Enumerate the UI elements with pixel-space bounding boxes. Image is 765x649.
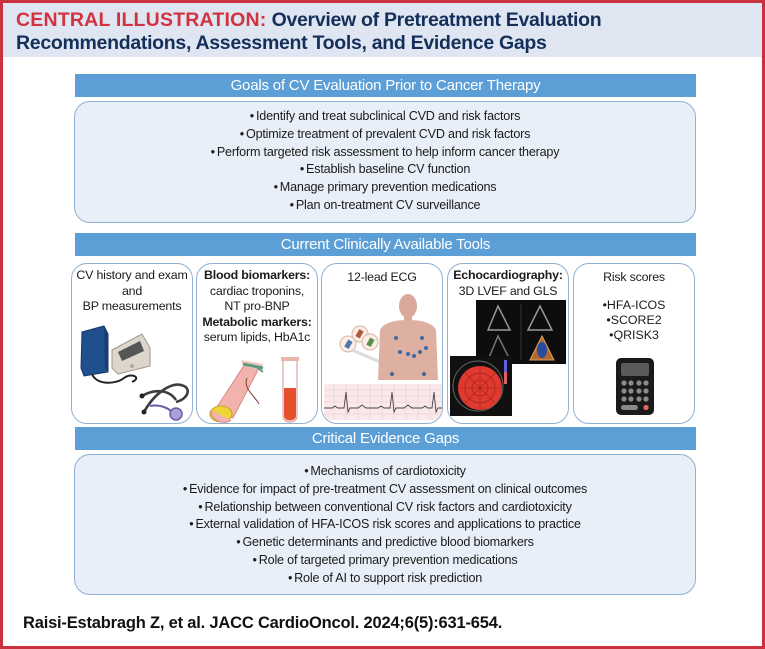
citation: Raisi-Estabragh Z, et al. JACC CardioOncol. 2024;6(5):631-654. [23, 614, 503, 632]
arm-blood-draw-icon [197, 344, 318, 424]
card-title: 12-lead ECG [347, 270, 417, 284]
card-heading: Blood biomarkers: [203, 268, 311, 282]
goals-box [74, 101, 696, 223]
card-title [72, 264, 192, 315]
title-band [3, 3, 762, 57]
card-title [448, 264, 568, 299]
risk-score-item: • SCORE2 [574, 313, 694, 328]
card-heading: Echocardiography: [453, 268, 563, 282]
ecg-trace-icon [324, 384, 442, 420]
card-line: serum lipids, HbA1c [203, 330, 311, 344]
goals-header: Goals of CV Evaluation Prior to Cancer Therapy [75, 74, 696, 97]
goal-item: • Perform targeted risk assessment to help inform cancer therapy [75, 144, 695, 162]
goal-item: • Optimize treatment of prevalent CVD and risk factors [75, 126, 695, 144]
card-line: cardiac troponins, [209, 283, 305, 298]
goal-item: • Identify and treat subclinical CVD and risk factors [75, 108, 695, 126]
tool-card-echocardiography [447, 263, 569, 424]
tool-card-blood-biomarkers [196, 263, 318, 424]
risk-score-item: • HFA-ICOS [574, 298, 694, 313]
card-line: 3D LVEF and GLS [458, 283, 558, 298]
gap-item: • Role of targeted primary prevention medications [75, 552, 695, 570]
goals-list [75, 108, 695, 215]
gap-item: • External validation of HFA-ICOS risk scores and applications to practice [75, 516, 695, 534]
calculator-icon [615, 357, 655, 417]
card-title [197, 264, 317, 346]
goal-item: • Establish baseline CV function [75, 161, 695, 179]
gap-item: • Role of AI to support risk prediction [75, 570, 695, 588]
tools-header: Current Clinically Available Tools [75, 233, 696, 256]
torso-electrodes-icon [322, 286, 443, 424]
tool-card-ecg [321, 263, 443, 424]
blood-pressure-monitor-icon [72, 314, 193, 424]
title-line-1 [16, 9, 762, 32]
title-line-2: Recommendations, Assessment Tools, and Evidence Gaps [16, 32, 547, 54]
gap-item: • Mechanisms of cardiotoxicity [75, 463, 695, 481]
title-text-1: Overview of Pretreatment Evaluation [266, 9, 602, 31]
card-title: Risk scores [603, 270, 665, 284]
card-line: and [121, 283, 143, 298]
card-line: CV history and exam [76, 268, 188, 282]
risk-score-list [574, 298, 694, 344]
risk-score-item: • QRISK3 [574, 328, 694, 343]
goal-item: • Plan on-treatment CV surveillance [75, 197, 695, 215]
gaps-list [75, 463, 695, 588]
gls-bullseye-plot [450, 356, 512, 416]
gap-item: • Evidence for impact of pre-treatment CV assessment on clinical outcomes [75, 481, 695, 499]
tool-card-risk-scores [573, 263, 695, 424]
echo-4-chamber-image [448, 300, 569, 424]
gap-item: • Genetic determinants and predictive blood biomarkers [75, 534, 695, 552]
stethoscope-icon [140, 385, 188, 420]
card-heading: Metabolic markers: [202, 314, 312, 329]
title-prefix: CENTRAL ILLUSTRATION: [16, 9, 267, 31]
card-line: BP measurements [82, 299, 182, 313]
tool-card-cv-history [71, 263, 193, 424]
gaps-header: Critical Evidence Gaps [75, 427, 696, 450]
goal-item: • Manage primary prevention medications [75, 179, 695, 197]
gap-item: • Relationship between conventional CV risk factors and cardiotoxicity [75, 499, 695, 517]
card-line: NT pro-BNP [224, 299, 290, 313]
gaps-box [74, 454, 696, 595]
test-tube-icon [281, 357, 299, 422]
